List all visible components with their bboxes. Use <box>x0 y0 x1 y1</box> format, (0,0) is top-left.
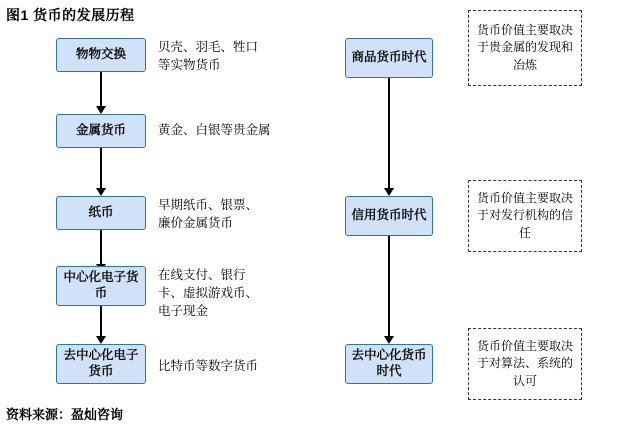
node-left-4[interactable]: 中心化电子货币 <box>56 266 146 306</box>
node-right-3[interactable]: 去中心化货币时代 <box>345 344 433 384</box>
arrow-line-left-1 <box>100 72 102 110</box>
source-note: 资料来源：盈灿咨询 <box>6 407 124 422</box>
arrow-head-left-4 <box>96 336 106 344</box>
node-left-1[interactable]: 物物交换 <box>56 38 146 72</box>
arrow-line-left-4 <box>100 306 102 340</box>
arrow-head-right-2 <box>384 336 394 344</box>
arrow-line-left-2 <box>100 148 102 192</box>
desc-left-2: 黄金、白银等贵金属 <box>158 123 271 137</box>
arrow-line-right-2 <box>388 236 390 340</box>
desc-left-4: 在线支付、银行卡、虚拟游戏币、电子现金 <box>158 268 259 319</box>
note-commodity-money: 货币价值主要取决于贵金属的发现和冶炼 <box>468 10 582 86</box>
node-right-1[interactable]: 商品货币时代 <box>345 38 433 78</box>
desc-left-1: 贝壳、羽毛、牲口等实物货币 <box>158 40 259 73</box>
arrow-head-left-1 <box>96 106 106 114</box>
node-left-3[interactable]: 纸币 <box>56 196 146 230</box>
desc-left-3: 早期纸币、银票、廉价金属货币 <box>158 198 259 231</box>
node-left-2[interactable]: 金属货币 <box>56 114 146 148</box>
note-credit-money: 货币价值主要取决于对发行机构的信任 <box>468 180 582 252</box>
arrow-head-right-1 <box>384 188 394 196</box>
node-right-2[interactable]: 信用货币时代 <box>345 196 433 236</box>
note-decentralized-money: 货币价值主要取决于对算法、系统的认可 <box>468 328 582 400</box>
arrow-head-left-2 <box>96 188 106 196</box>
arrow-line-right-1 <box>388 78 390 192</box>
desc-left-5: 比特币等数字货币 <box>158 359 259 373</box>
arrow-line-left-3 <box>100 230 102 268</box>
page-title: 图1 货币的发展历程 <box>6 7 135 23</box>
node-left-5[interactable]: 去中心化电子货币 <box>56 344 146 384</box>
